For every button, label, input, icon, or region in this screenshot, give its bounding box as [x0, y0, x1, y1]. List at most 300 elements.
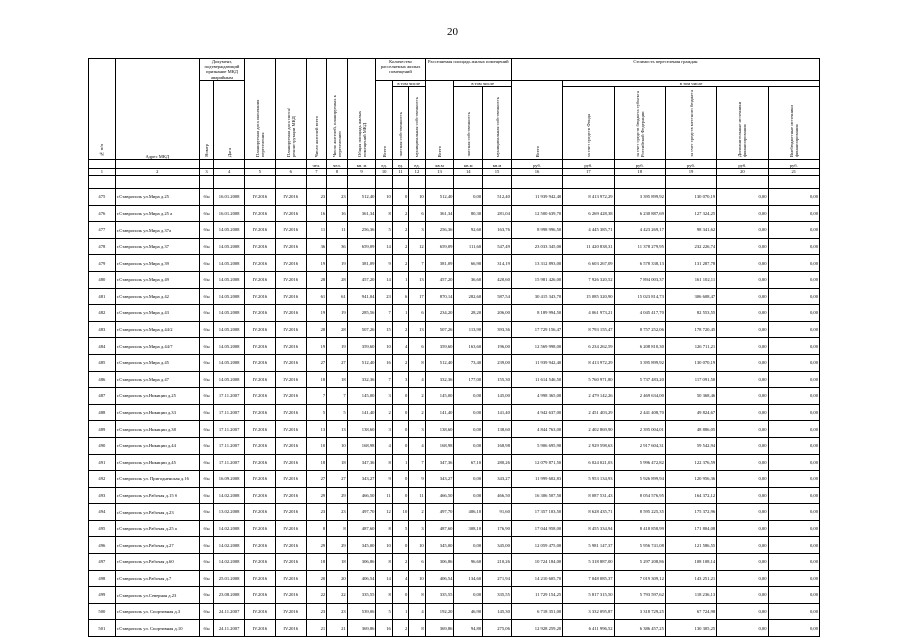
cell-no: 482	[89, 305, 116, 322]
cell-addr: г.Ставрополь ул.Рабочая д.25 а	[115, 520, 199, 537]
cell-r: 8 054 576,95	[614, 487, 665, 504]
header-cost-group: Стоимость переселения граждан	[511, 59, 819, 81]
cell-ppl2: 10	[327, 437, 348, 454]
cell-l: 161 102,11	[665, 271, 716, 288]
cell-addr: г.Ставрополь ул.Никиции д.45	[115, 454, 199, 471]
header-cost-incl: в том числе	[563, 80, 820, 86]
cell-p1: IV.2016	[245, 471, 276, 488]
cell-sum: 13 312 893,00	[511, 255, 562, 272]
cell-date: 14.05.2008	[214, 338, 245, 355]
cell-r: 5 737 483,20	[614, 371, 665, 388]
cell-area: 487,60	[347, 520, 376, 537]
column-number-cell: 17	[563, 169, 614, 176]
cell-p2: IV.2016	[275, 222, 306, 239]
cell-p2: IV.2016	[275, 388, 306, 405]
unit-cell	[245, 160, 276, 169]
cell-c2: 10	[409, 537, 425, 554]
cell-area: 507,26	[347, 321, 376, 338]
cell-f: 5 953 134,93	[563, 471, 614, 488]
cell-a2: 206,00	[483, 305, 512, 322]
cell-l: 175 372,96	[665, 504, 716, 521]
cell-no: 487	[89, 388, 116, 405]
cell-c2: 3	[409, 222, 425, 239]
cell-ppl: 61	[306, 288, 327, 305]
cell-p2: IV.2016	[275, 454, 306, 471]
header-no: № п/п	[89, 59, 116, 160]
cell-r: 2 917 604,31	[614, 437, 665, 454]
header-address: Адрес МКД	[115, 59, 199, 160]
cell-a: 512,40	[425, 189, 454, 206]
cell-sum: 12 059 475,00	[511, 537, 562, 554]
column-number-cell: 21	[768, 169, 819, 176]
cell-c2: 2	[409, 404, 425, 421]
cell-c: 23	[376, 288, 392, 305]
cell-l: 130 070,19	[665, 354, 716, 371]
cell-a1: 113,90	[454, 321, 483, 338]
cell-ppl2: 16	[327, 205, 348, 222]
cell-no: 489	[89, 421, 116, 438]
cell-c1: 2	[392, 238, 408, 255]
cell-e: 0,00	[717, 454, 768, 471]
unit-cell: кв.м	[425, 160, 454, 169]
cell-a: 381,09	[425, 255, 454, 272]
table-row	[89, 271, 820, 288]
cell-a: 335,55	[425, 587, 454, 604]
cell-a: 234,20	[425, 305, 454, 322]
cell-date: 13.02.2008	[214, 504, 245, 521]
cell-p1: IV.2016	[245, 388, 276, 405]
cell-a: 487,60	[425, 520, 454, 537]
cell-ppl2: 27	[327, 471, 348, 488]
cell-f: 4 445 385,71	[563, 222, 614, 239]
cell-ppl: 19	[306, 338, 327, 355]
cell-f: 2 451 403,29	[563, 404, 614, 421]
cell-x: 0,00	[768, 554, 819, 571]
unit-cell	[275, 160, 306, 169]
column-number-cell: 18	[614, 169, 665, 176]
cell-r: 3 395 899,92	[614, 189, 665, 206]
cell-r: 8 595 225,35	[614, 504, 665, 521]
cell-f: 5 760 971,80	[563, 371, 614, 388]
cell-num: б/н	[199, 437, 213, 454]
cell-l: 306 608,47	[665, 288, 716, 305]
cell-l: 50 368,46	[665, 388, 716, 405]
cell-p1: IV.2016	[245, 570, 276, 587]
cell-p2: IV.2016	[275, 189, 306, 206]
table-row	[89, 554, 820, 571]
cell-sum: 17 044 958,00	[511, 520, 562, 537]
cell-a2: 155,30	[483, 371, 512, 388]
cell-addr: г.Ставрополь ул.Мира д.44/7	[115, 338, 199, 355]
header-area-total: Общая площадь жилых помещений МКД	[347, 59, 376, 160]
header-area-incl: в том числе	[454, 80, 511, 86]
cell-num: б/н	[199, 205, 213, 222]
cell-c2: 4	[409, 371, 425, 388]
cell-no: 493	[89, 487, 116, 504]
table-row	[89, 371, 820, 388]
cell-x: 0,00	[768, 321, 819, 338]
cell-a1: 308,10	[454, 520, 483, 537]
cell-ppl: 27	[306, 471, 327, 488]
cell-sum: 16 306 507,50	[511, 487, 562, 504]
cell-num: б/н	[199, 421, 213, 438]
cell-ppl: 18	[306, 554, 327, 571]
table-row	[89, 338, 820, 355]
cell-p1: IV.2016	[245, 189, 276, 206]
cell-c: 11	[376, 487, 392, 504]
page-number: 20	[447, 26, 458, 38]
cell-l: 118 236,13	[665, 587, 716, 604]
cell-l: 127 324,25	[665, 205, 716, 222]
cell-a2: 239,00	[483, 354, 512, 371]
cell-e: 0,00	[717, 305, 768, 322]
cell-no: 501	[89, 620, 116, 637]
cell-sum: 12 079 871,50	[511, 454, 562, 471]
cell-p2: IV.2016	[275, 554, 306, 571]
cell-l: 143 251,21	[665, 570, 716, 587]
cell-a2: 587,54	[483, 288, 512, 305]
cell-addr: г.Ставрополь ул.Мира д.37	[115, 238, 199, 255]
cell-r: 5 956 741,08	[614, 537, 665, 554]
column-numbers-row	[89, 169, 820, 176]
cell-date: 24.11.2007	[214, 620, 245, 637]
cell-a: 332,36	[425, 371, 454, 388]
cell-l: 120 956,36	[665, 471, 716, 488]
cell-num: б/н	[199, 570, 213, 587]
table-row	[89, 305, 820, 322]
unit-cell: руб.	[614, 160, 665, 169]
cell-date: 14.05.2008	[214, 354, 245, 371]
cell-no: 478	[89, 238, 116, 255]
cell-addr: г.Ставрополь ул. Спортивная д.3	[115, 603, 199, 620]
cell-addr: г.Ставрополь ул.Никиции д.38	[115, 421, 199, 438]
header-doc-number: Номер	[199, 80, 213, 159]
cell-no: 481	[89, 288, 116, 305]
cell-a1: 0,00	[454, 487, 483, 504]
cell-x: 0,00	[768, 520, 819, 537]
cell-ppl2: 29	[327, 537, 348, 554]
cell-p1: IV.2016	[245, 437, 276, 454]
cell-c: 4	[376, 437, 392, 454]
cell-c: 8	[376, 554, 392, 571]
cell-c2: 3	[409, 421, 425, 438]
cell-c1: 0	[392, 404, 408, 421]
unit-cell: руб.	[768, 160, 819, 169]
cell-p2: IV.2016	[275, 271, 306, 288]
header-count-total: Всего	[376, 80, 392, 159]
cell-a1: 0,00	[454, 404, 483, 421]
cell-p1: IV.2016	[245, 454, 276, 471]
cell-ppl: 11	[306, 222, 327, 239]
cell-a: 138,60	[425, 421, 454, 438]
cell-num: б/н	[199, 487, 213, 504]
cell-ppl2: 27	[327, 354, 348, 371]
cell-no: 483	[89, 321, 116, 338]
unit-cell: ед.	[392, 160, 408, 169]
cell-date: 14.05.2008	[214, 255, 245, 272]
cell-c1: 4	[392, 570, 408, 587]
cell-ppl2: 29	[327, 487, 348, 504]
header-area-municipal: муниципальная собственность	[483, 87, 512, 160]
cell-date: 23.08.2008	[214, 587, 245, 604]
cell-l: 48 886,05	[665, 421, 716, 438]
table-row	[89, 288, 820, 305]
cell-l: 232 226,74	[665, 238, 716, 255]
cell-a2: 145,30	[483, 603, 512, 620]
table-row	[89, 454, 820, 471]
cell-p1: IV.2016	[245, 288, 276, 305]
cell-date: 17.11.2007	[214, 454, 245, 471]
cell-p1: IV.2016	[245, 255, 276, 272]
cell-num: б/н	[199, 371, 213, 388]
column-number-cell: 4	[214, 169, 245, 176]
header-count-incl: в том числе	[392, 80, 425, 86]
cell-a2: 210,26	[483, 554, 512, 571]
cell-r: 2 441 408,70	[614, 404, 665, 421]
cell-r: 5 996 472,82	[614, 454, 665, 471]
cell-x: 0,00	[768, 570, 819, 587]
cell-e: 0,00	[717, 288, 768, 305]
cell-f: 6 234 262,59	[563, 338, 614, 355]
header-fund: за счет средств Фонда	[563, 87, 614, 160]
cell-a2: 141,40	[483, 404, 512, 421]
cell-x: 0,00	[768, 205, 819, 222]
cell-e: 0,00	[717, 537, 768, 554]
cell-a: 192,20	[425, 603, 454, 620]
cell-a1: 406,10	[454, 504, 483, 521]
cell-p1: IV.2016	[245, 271, 276, 288]
cell-c: 10	[376, 537, 392, 554]
cell-ppl: 20	[306, 570, 327, 587]
cell-a2: 176,90	[483, 520, 512, 537]
cell-ppl: 23	[306, 504, 327, 521]
cell-no: 500	[89, 603, 116, 620]
cell-ppl: 16	[306, 205, 327, 222]
cell-f: 3 332 095,87	[563, 603, 614, 620]
column-number-cell: 1	[89, 169, 116, 176]
cell-e: 0,00	[717, 321, 768, 338]
cell-area: 361,34	[347, 205, 376, 222]
cell-addr: г.Ставрополь ул.Мира д.47	[115, 371, 199, 388]
cell-c1: 2	[392, 321, 408, 338]
cell-c2: 6	[409, 554, 425, 571]
cell-ppl2: 11	[327, 222, 348, 239]
cell-x: 0,00	[768, 189, 819, 206]
cell-ppl: 29	[306, 487, 327, 504]
cell-no: 488	[89, 404, 116, 421]
cell-addr: г.Ставрополь ул.Мира д.43	[115, 305, 199, 322]
cell-e: 0,00	[717, 520, 768, 537]
cell-area: 512,40	[347, 189, 376, 206]
cell-a2: 145,00	[483, 388, 512, 405]
cell-x: 0,00	[768, 305, 819, 322]
cell-l: 130 305,25	[665, 620, 716, 637]
cell-area: 497,70	[347, 504, 376, 521]
cell-x: 0,00	[768, 255, 819, 272]
cell-a2: 393,36	[483, 321, 512, 338]
cell-date: 16.01.2008	[214, 189, 245, 206]
unit-cell	[199, 160, 213, 169]
unit-cell	[214, 160, 245, 169]
cell-a2: 280,26	[483, 454, 512, 471]
cell-num: б/н	[199, 587, 213, 604]
cell-r: 6 230 887,69	[614, 205, 665, 222]
cell-sum: 4 998 365,00	[511, 388, 562, 405]
cell-sum: 11 939 942,40	[511, 354, 562, 371]
cell-c: 3	[376, 388, 392, 405]
cell-c: 14	[376, 271, 392, 288]
cell-c: 12	[376, 504, 392, 521]
table-row	[89, 504, 820, 521]
cell-f: 6 024 021,03	[563, 454, 614, 471]
cell-r: 6 386 457,25	[614, 620, 665, 637]
cell-e: 0,00	[717, 205, 768, 222]
cell-ppl2: 7	[327, 388, 348, 405]
cell-p2: IV.2016	[275, 288, 306, 305]
cell-sum: 14 210 605,70	[511, 570, 562, 587]
cell-ppl: 28	[306, 321, 327, 338]
cell-l: 126 711,21	[665, 338, 716, 355]
cell-x: 0,00	[768, 603, 819, 620]
cell-area: 406,54	[347, 570, 376, 587]
cell-e: 0,00	[717, 587, 768, 604]
column-number-cell: 10	[376, 169, 392, 176]
cell-no: 498	[89, 570, 116, 587]
cell-a: 168,98	[425, 437, 454, 454]
cell-p1: IV.2016	[245, 205, 276, 222]
cell-p2: IV.2016	[275, 471, 306, 488]
cell-e: 0,00	[717, 338, 768, 355]
cell-addr: г.Ставрополь ул.Никиции д.25	[115, 388, 199, 405]
cell-num: б/н	[199, 603, 213, 620]
unit-cell: руб.	[563, 160, 614, 169]
cell-f: 5 817 315,50	[563, 587, 614, 604]
cell-addr: г.Ставрополь ул.Мира д.42	[115, 288, 199, 305]
cell-ppl2: 5	[327, 404, 348, 421]
cell-date: 17.11.2007	[214, 437, 245, 454]
cell-addr: г.Ставрополь ул.Северная д.23	[115, 587, 199, 604]
cell-c: 16	[376, 620, 392, 637]
cell-a2: 281,04	[483, 205, 512, 222]
cell-num: б/н	[199, 321, 213, 338]
cell-sum: 10 724 184,00	[511, 554, 562, 571]
cell-a: 347,36	[425, 454, 454, 471]
table-row	[89, 620, 820, 637]
cell-area: 256,36	[347, 222, 376, 239]
cell-p2: IV.2016	[275, 404, 306, 421]
cell-r: 5 297 208,86	[614, 554, 665, 571]
cell-l: 67 724,98	[665, 603, 716, 620]
cell-date: 14.02.2008	[214, 520, 245, 537]
cell-date: 14.05.2008	[214, 305, 245, 322]
cell-ppl2: 28	[327, 321, 348, 338]
cell-addr: г.Ставрополь ул.Мира д.37а	[115, 222, 199, 239]
cell-area: 168,98	[347, 437, 376, 454]
cell-a1: 282,60	[454, 288, 483, 305]
cell-num: б/н	[199, 537, 213, 554]
cell-p2: IV.2016	[275, 238, 306, 255]
cell-p2: IV.2016	[275, 255, 306, 272]
cell-f: 2 402 869,90	[563, 421, 614, 438]
unit-cell: ед.	[409, 160, 425, 169]
cell-c2: 8	[409, 620, 425, 637]
cell-x: 0,00	[768, 222, 819, 239]
cell-ppl: 22	[306, 587, 327, 604]
cell-no: 475	[89, 189, 116, 206]
cell-a2: 335,55	[483, 587, 512, 604]
cell-f: 6 411 996,52	[563, 620, 614, 637]
cell-a: 507,26	[425, 321, 454, 338]
cell-num: б/н	[199, 520, 213, 537]
cell-a2: 138,60	[483, 421, 512, 438]
cell-l: 59 542,94	[665, 437, 716, 454]
cell-addr: г.Ставрополь ул.Рабочая д.7	[115, 570, 199, 587]
cell-c2: 2	[409, 504, 425, 521]
cell-addr: г.Ставрополь ул.Рабочая д.23	[115, 504, 199, 521]
cell-l: 98 341,62	[665, 222, 716, 239]
cell-f: 6 603 267,09	[563, 255, 614, 272]
cell-ppl: 19	[306, 255, 327, 272]
cell-date: 14.05.2008	[214, 271, 245, 288]
cell-f: 11 420 838,31	[563, 238, 614, 255]
cell-sum: 17 729 156,47	[511, 321, 562, 338]
cell-l: 164 372,12	[665, 487, 716, 504]
column-number-cell: 6	[275, 169, 306, 176]
cell-num: б/н	[199, 338, 213, 355]
cell-ppl2: 21	[327, 620, 348, 637]
cell-p2: IV.2016	[275, 354, 306, 371]
cell-f: 8 413 972,29	[563, 189, 614, 206]
cell-ppl2: 23	[327, 504, 348, 521]
cell-c2: 11	[409, 487, 425, 504]
cell-ppl2: 22	[327, 587, 348, 604]
cell-area: 347,36	[347, 454, 376, 471]
cell-no: 490	[89, 437, 116, 454]
cell-r: 6 578 338,13	[614, 255, 665, 272]
header-extra: Дополнительные источники финансирования	[717, 87, 768, 160]
cell-ppl2: 18	[327, 454, 348, 471]
cell-area: 941,04	[347, 288, 376, 305]
cell-f: 6 269 428,38	[563, 205, 614, 222]
cell-l: 130 070,19	[665, 189, 716, 206]
cell-e: 0,00	[717, 504, 768, 521]
cell-area: 369,86	[347, 620, 376, 637]
cell-ppl: 36	[306, 238, 327, 255]
cell-r: 5 793 597,62	[614, 587, 665, 604]
cell-a2: 275,06	[483, 620, 512, 637]
table-row	[89, 570, 820, 587]
cell-x: 0,00	[768, 587, 819, 604]
unit-cell: руб.	[511, 160, 562, 169]
cell-c2: 17	[409, 288, 425, 305]
cell-num: б/н	[199, 620, 213, 637]
cell-p1: IV.2016	[245, 554, 276, 571]
cell-sum: 6 718 351,00	[511, 603, 562, 620]
cell-x: 0,00	[768, 354, 819, 371]
cell-p1: IV.2016	[245, 504, 276, 521]
cell-r: 7 019 309,12	[614, 570, 665, 587]
cell-addr: г.Ставрополь ул.Мира д.44/2	[115, 321, 199, 338]
unit-cell: чел.	[327, 160, 348, 169]
cell-no: 486	[89, 371, 116, 388]
cell-c1: 2	[392, 354, 408, 371]
cell-c: 7	[376, 305, 392, 322]
header-cost-total: Всего	[511, 80, 562, 159]
cell-ppl2: 13	[327, 421, 348, 438]
cell-c2: 9	[409, 471, 425, 488]
cell-sum: 4 942 637,00	[511, 404, 562, 421]
cell-x: 0,00	[768, 620, 819, 637]
